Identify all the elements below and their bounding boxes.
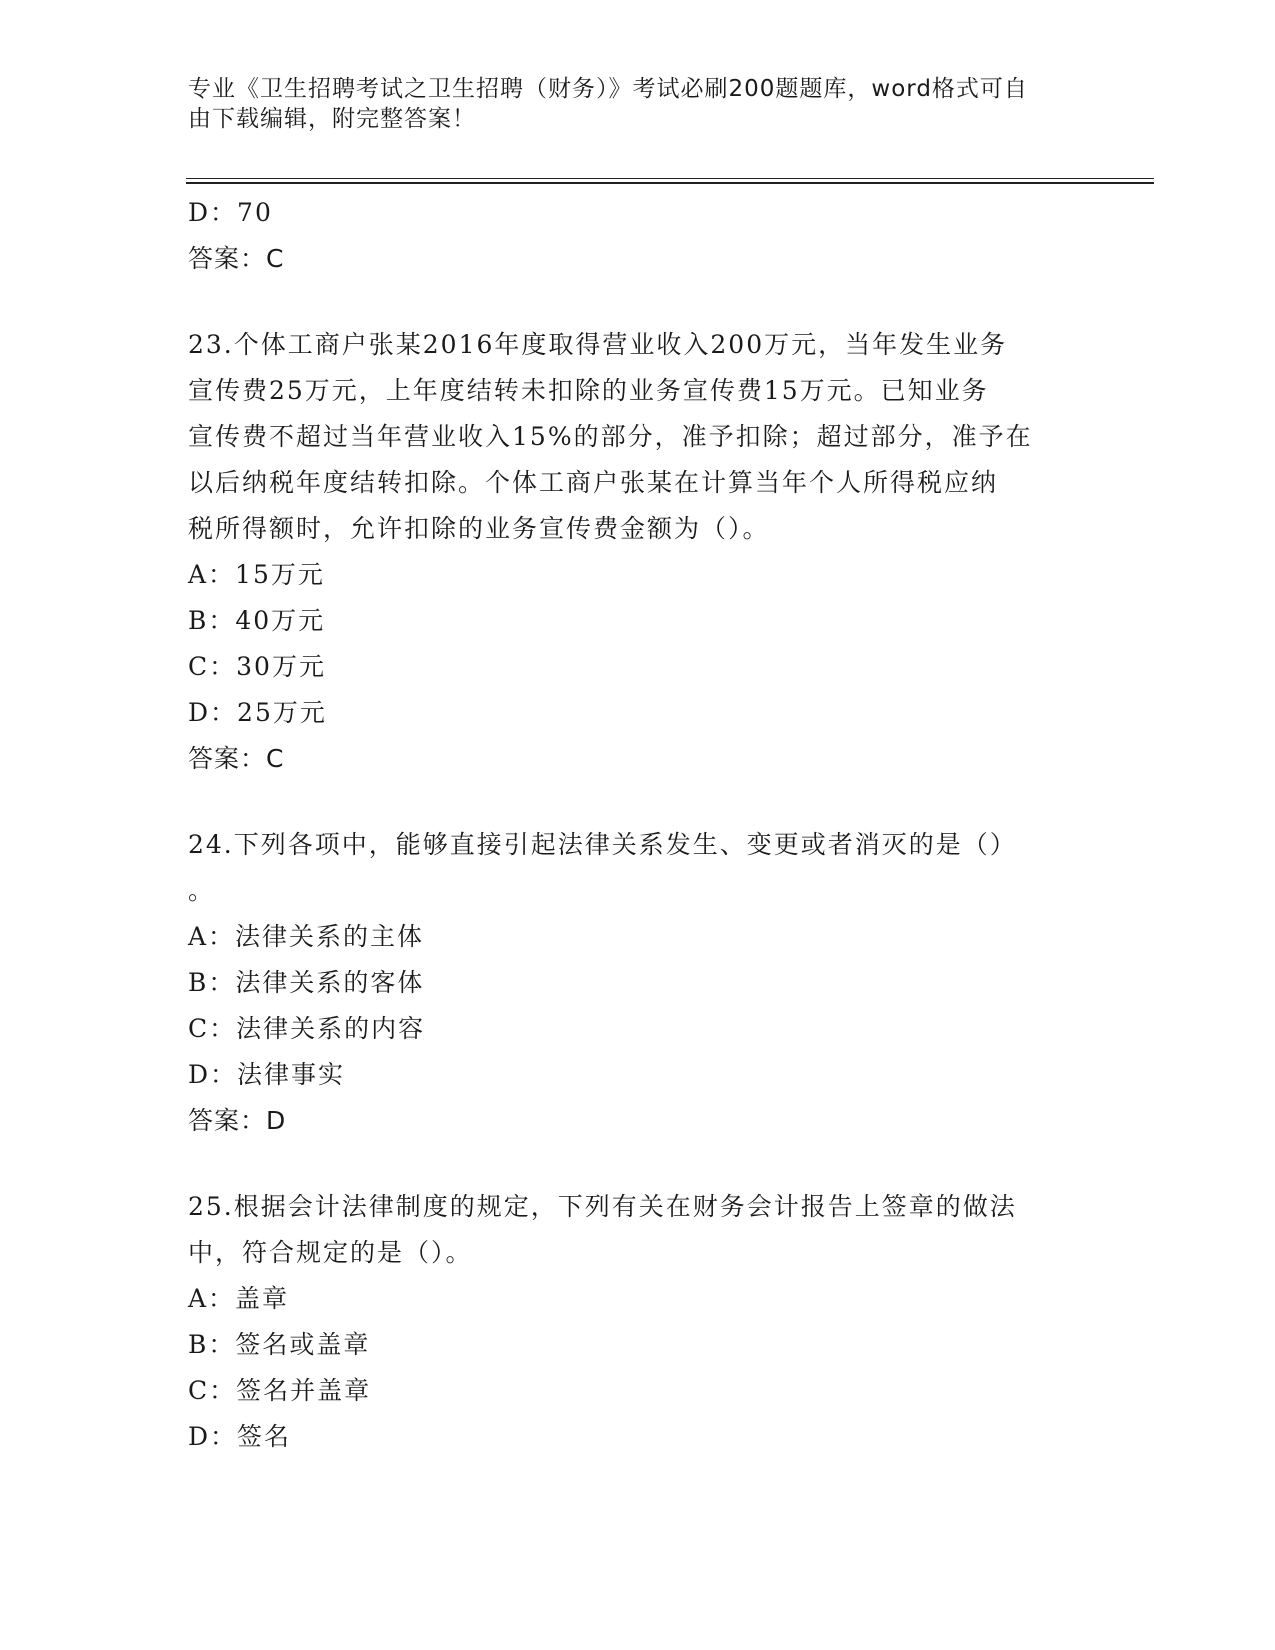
question-24: [188, 822, 1088, 1144]
header-line-2: 由下载编辑，附完整答案！: [188, 106, 476, 132]
question-stem-line: 宣传费25万元，上年度结转未扣除的业务宣传费15万元。已知业务: [188, 376, 989, 405]
question-stem-line: 23.个体工商户张某2016年度取得营业收入200万元，当年发生业务: [188, 330, 1008, 359]
question-gap: [188, 1144, 1088, 1184]
header-rule-thick: [186, 182, 1154, 184]
question-stem-line: 宣传费不超过当年营业收入15%的部分，准予扣除；超过部分，准予在: [188, 422, 1033, 451]
option-d: D：法律事实: [188, 1060, 346, 1089]
question-gap: [188, 282, 1088, 322]
option-b: B：法律关系的客体: [188, 968, 425, 997]
option-c: C：签名并盖章: [188, 1376, 372, 1405]
answer-line: 答案：C: [188, 244, 285, 273]
page-header: [188, 74, 1068, 134]
question-25: [188, 1184, 1088, 1460]
question-stem-line: 。: [188, 876, 216, 905]
option-d: D：签名: [188, 1422, 292, 1451]
question-stem-line: 中，符合规定的是（）。: [188, 1238, 473, 1267]
option-a: A：15万元: [188, 560, 325, 589]
question-list: [188, 190, 1088, 1460]
header-rule-thin: [186, 178, 1154, 179]
answer-line: 答案：D: [188, 1106, 287, 1135]
option-b: B：40万元: [188, 606, 326, 635]
option-d: D：25万元: [188, 698, 327, 727]
question-23: [188, 322, 1088, 782]
question-stem-line: 24.下列各项中，能够直接引起法律关系发生、变更或者消灭的是（）: [188, 830, 1017, 859]
option-a: A：盖章: [188, 1284, 290, 1313]
option-c: C：法律关系的内容: [188, 1014, 426, 1043]
header-line-1: 专业《卫生招聘考试之卫生招聘（财务）》考试必刷200题题库，word格式可自: [188, 76, 1028, 102]
option-a: A：法律关系的主体: [188, 922, 425, 951]
question-stem-line: 以后纳税年度结转扣除。个体工商户张某在计算当年个人所得税应纳: [188, 468, 999, 497]
question-stem-line: 税所得额时，允许扣除的业务宣传费金额为（）。: [188, 514, 770, 543]
option-b: B：签名或盖章: [188, 1330, 371, 1359]
option-c: C：30万元: [188, 652, 326, 681]
answer-line: 答案：C: [188, 744, 285, 773]
question-gap: [188, 782, 1088, 822]
question-stem-line: 25.根据会计法律制度的规定，下列有关在财务会计报告上签章的做法: [188, 1192, 1017, 1221]
option-d: D：70: [188, 198, 273, 227]
